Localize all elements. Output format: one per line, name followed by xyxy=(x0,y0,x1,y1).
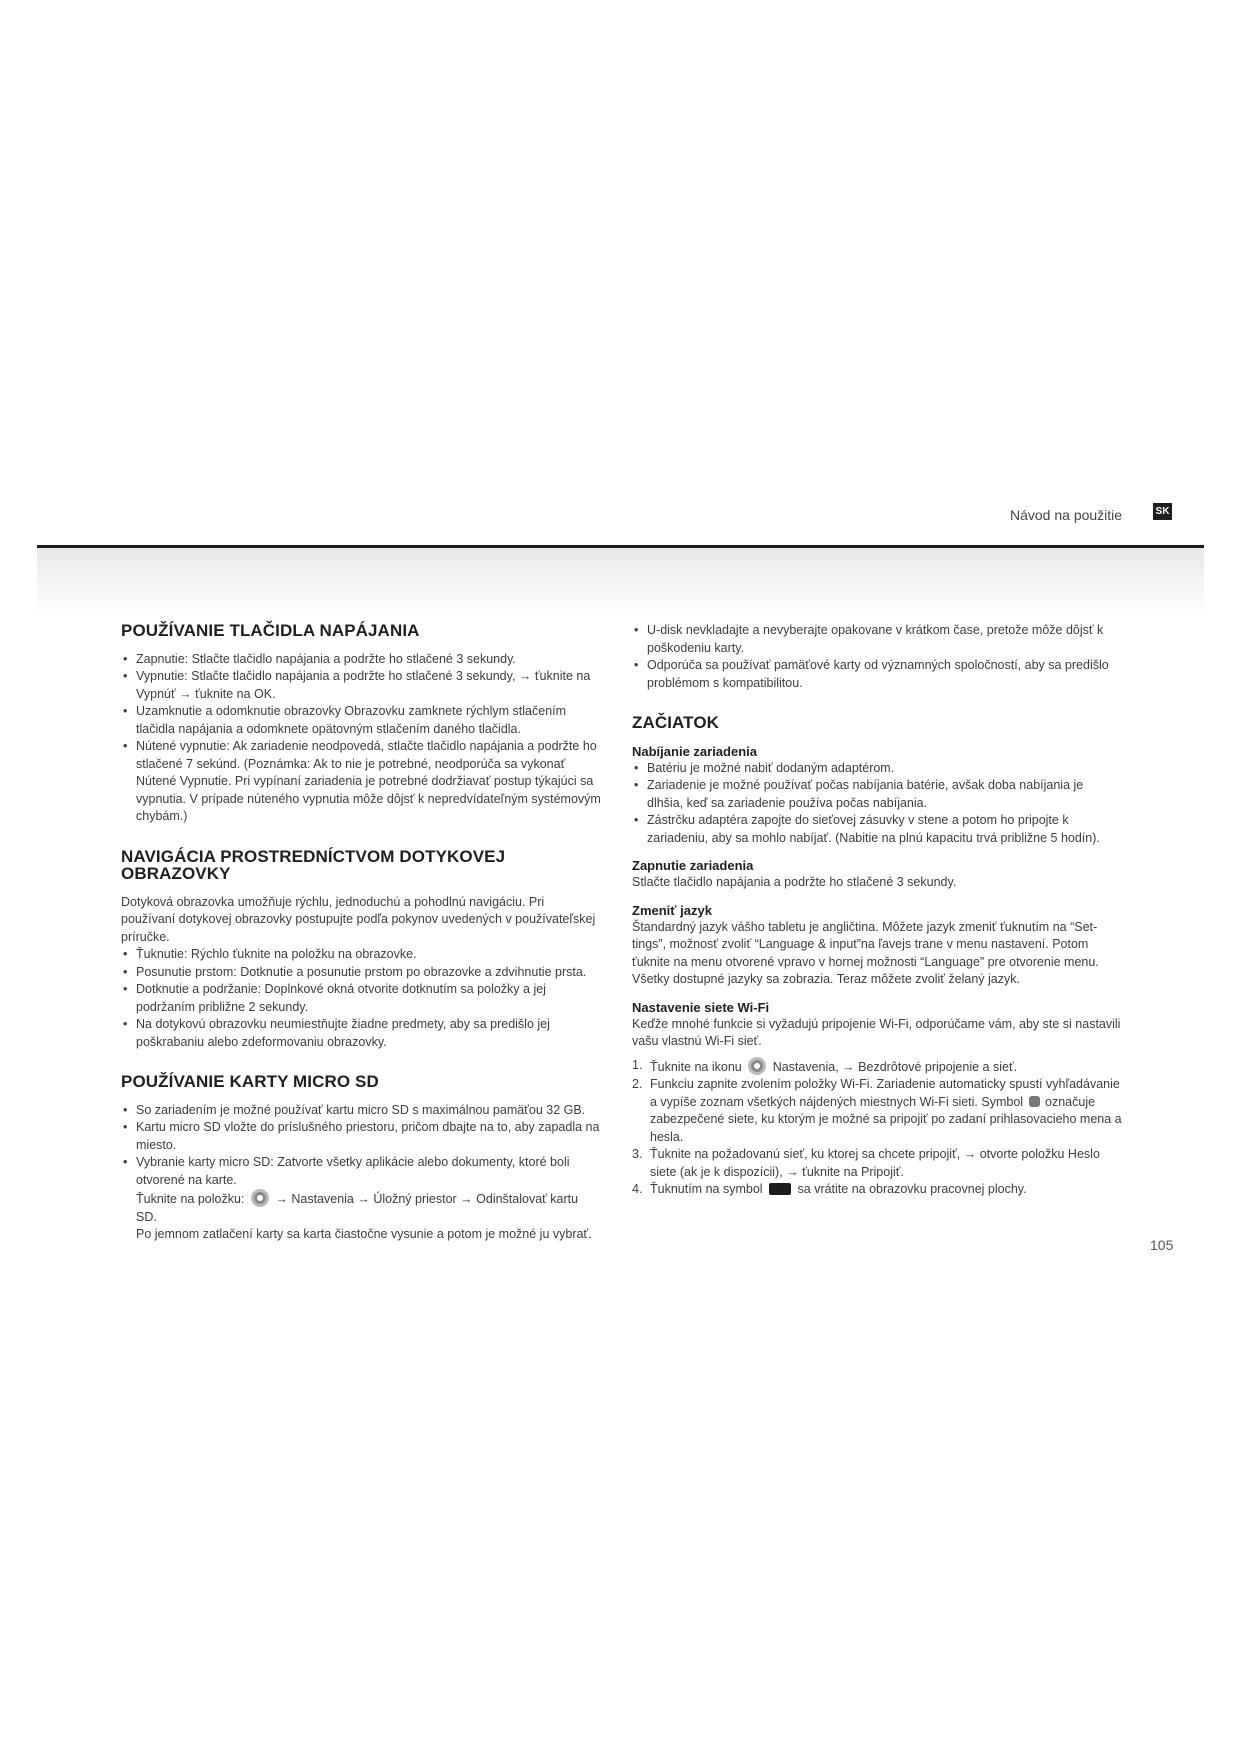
step-number: 2. xyxy=(632,1077,643,1091)
wifi-step1-b: Nastavenia, → Bezdrôtové pripojenie a sieť. xyxy=(772,1059,1018,1074)
step-number: 3. xyxy=(632,1147,643,1161)
list-item: • Na dotykovú obrazovku neumiestňujte žiadne predmety, aby sa predišlo jej poškrabaniu alebo zdeformovaniu obrazovky. xyxy=(121,1016,601,1051)
right-column xyxy=(632,622,1122,1209)
list-item: • U-disk nevkladajte a nevyberajte opakovane v krátkom čase, pretože môže dôjsť k poškodeniu karty. xyxy=(632,622,1122,657)
list-item xyxy=(632,1146,1122,1181)
list-item: • Zapnutie: Stlačte tlačidlo napájania a podržte ho stlačené 3 sekundy. xyxy=(121,651,601,669)
touch-section xyxy=(121,848,601,1052)
start-section xyxy=(632,714,1122,1199)
wifi-title: Nastavenie siete Wi-Fi xyxy=(632,999,770,1015)
header-shade xyxy=(37,548,1204,618)
lock-icon xyxy=(1029,1096,1040,1107)
wifi-steps xyxy=(632,1057,1122,1199)
list-item xyxy=(632,1076,1122,1146)
list-item: • Kartu micro SD vložte do príslušného priestoru, pričom dbajte na to, aby zapadla na miesto. xyxy=(121,1119,601,1154)
manual-title: Návod na použitie xyxy=(1010,507,1123,523)
power-on-title: Zapnutie zariadenia xyxy=(632,858,754,873)
sd-list xyxy=(121,1102,601,1244)
touch-heading: NAVIGÁCIA PROSTREDNÍCTVOM DOTYKOVEJ OBRAZOVKY xyxy=(121,846,506,883)
power-heading: POUŽÍVANIE TLAČIDLA NAPÁJANIA xyxy=(121,621,420,640)
language-text: Štandardný jazyk vášho tabletu je angličtina. Môžete jazyk zmeniť ťuknutím na “Set-tings”, možnosť zvoliť “Language & input”na ľavejs trane v menu nastavení. Potom ťuknite na menu otvorené vpravo v hornej možnosti “Language” pre otvorenie menu. Všetky dostupné jazyky sa zobrazia. Teraz môžete zvoliť želaný jazyk. xyxy=(632,919,1099,986)
list-item xyxy=(632,1057,1122,1077)
list-item: • Odporúča sa používať pamäťové karty od významných spoločností, aby sa predišlo problémom s kompatibilitou. xyxy=(632,657,1122,692)
charging-subsection xyxy=(632,743,1122,848)
list-item: • Vypnutie: Stlačte tlačidlo napájania a podržte ho stlačené 3 sekundy, → ťuknite na Vypnúť → ťuknite na OK. xyxy=(121,668,601,703)
touch-list xyxy=(121,946,601,1051)
left-column xyxy=(121,622,601,1266)
charging-list xyxy=(632,760,1122,848)
power-button-section xyxy=(121,622,601,826)
list-item: • Batériu je možné nabiť dodaným adaptérom. xyxy=(632,760,1122,778)
power-list xyxy=(121,651,601,826)
sd-removal-tap: Ťuknite na položku: xyxy=(136,1192,245,1206)
sd-removal-lead: Vybranie karty micro SD: Zatvorte všetky aplikácie alebo dokumenty, ktoré boli otvorené na karte. xyxy=(136,1155,570,1187)
sd-removal-path: → Nastavenia → Úložný priestor → Odinštalovať kartu SD. xyxy=(136,1192,579,1224)
wifi-intro: Keďže mnohé funkcie si vyžadujú pripojenie Wi-Fi, odporúčame vám, aby ste si nastavili vašu vlastnú Wi-Fi sieť. xyxy=(632,1016,1121,1048)
back-icon xyxy=(769,1183,791,1195)
list-item: • So zariadením je možné používať kartu micro SD s maximálnou pamäťou 32 GB. xyxy=(121,1102,601,1120)
wifi-step2-b: označuje zabezpečené siete, ku ktorým je možné sa pripojiť po zadaní prihlasovacieho mena a hesla. xyxy=(650,1094,1122,1144)
list-item: • Zástrčku adaptéra zapojte do sieťovej zásuvky v stene a potom ho pripojte k zariadeniu, aby sa mohlo nabíjať. (Nabitie na plnú kapacitu trvá približne 5 hodín). xyxy=(632,812,1122,847)
step-number: 1. xyxy=(632,1057,643,1072)
list-item: • Posunutie prstom: Dotknutie a posunutie prstom po obrazovke a zdvihnutie prsta. xyxy=(121,964,601,982)
udisk-list xyxy=(632,622,1122,692)
charging-title: Nabíjanie zariadenia xyxy=(632,743,757,759)
wifi-step1-a: Ťuknite na ikonu xyxy=(650,1059,742,1074)
touch-intro: Dotyková obrazovka umožňuje rýchlu, jednoduchú a pohodlnú navigáciu. Pri používaní dotykovej obrazovky postupujte podľa pokynov uvedených v používateľskej príručke. xyxy=(121,894,596,944)
sd-section xyxy=(121,1073,601,1244)
wifi-step3: Ťuknite na požadovanú sieť, ku ktorej sa chcete pripojiť, → otvorte položku Heslo siete (ak je k dispozícii), → ťuknite na Pripojiť. xyxy=(650,1147,1100,1179)
list-item: • Ťuknutie: Rýchlo ťuknite na položku na obrazovke. xyxy=(121,946,601,964)
wifi-step4-a: Ťuknutím na symbol xyxy=(650,1182,763,1196)
list-item xyxy=(121,1154,601,1244)
settings-gear-icon xyxy=(251,1189,269,1207)
list-item: • Zariadenie je možné používať počas nabíjania batérie, avšak doba nabíjania je dlhšia, keď sa zariadenie používa počas nabíjania. xyxy=(632,777,1122,812)
wifi-subsection xyxy=(632,999,1122,1199)
start-heading: ZAČIATOK xyxy=(632,713,720,732)
language-title: Zmeniť jazyk xyxy=(632,902,712,918)
language-badge: SK xyxy=(1153,503,1172,520)
list-item: • Dotknutie a podržanie: Doplnkové okná otvorite dotknutím sa položky a jej podržaním približne 2 sekundy. xyxy=(121,981,601,1016)
settings-gear-icon xyxy=(748,1057,766,1075)
power-on-subsection xyxy=(632,857,1122,892)
list-item: • Uzamknutie a odomknutie obrazovky Obrazovku zamknete rýchlym stlačením tlačidla napájania a odomknete opätovným stlačením daného tlačidla. xyxy=(121,703,601,738)
sd-heading: POUŽÍVANIE KARTY MICRO SD xyxy=(121,1072,379,1091)
page-number: 105 xyxy=(1150,1237,1174,1253)
power-on-text: Stlačte tlačidlo napájania a podržte ho stlačené 3 sekundy. xyxy=(632,875,957,889)
sd-removal-end: Po jemnom zatlačení karty sa karta čiastočne vysunie a potom je možné ju vybrať. xyxy=(136,1227,592,1241)
wifi-step2-a: Funkciu zapnite zvolením položky Wi-Fi. Zariadenie automaticky spustí vyhľadávanie a vypíše zoznam všetkých nájdených miestnych Wi-Fi sieti. Symbol xyxy=(650,1077,1120,1109)
list-item: • Nútené vypnutie: Ak zariadenie neodpovedá, stlačte tlačidlo napájania a podržte ho stlačené 7 sekúnd. (Poznámka: Ak to nie je potrebné, neodporúča sa vykonať Nútené Vypnutie. Pri vypínaní zariadenia je potrebné dodržiavať postup týkajúci sa vypnutia. V prípade núteného vypnutia môže dôjsť k nepredvídateľným systémovým chybám.) xyxy=(121,738,601,826)
step-number: 4. xyxy=(632,1182,643,1196)
list-item xyxy=(632,1181,1122,1199)
wifi-step4-b: sa vrátite na obrazovku pracovnej plochy. xyxy=(797,1182,1027,1196)
language-subsection xyxy=(632,902,1122,989)
